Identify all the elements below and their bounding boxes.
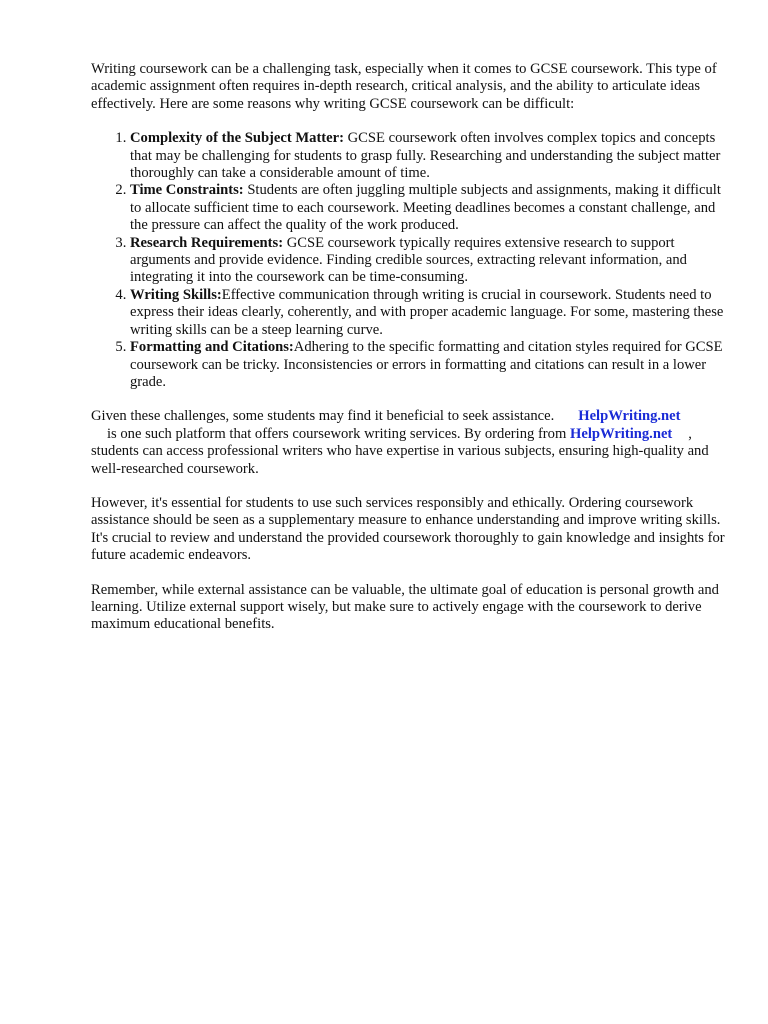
reason-item bbox=[130, 235, 731, 287]
assistance-text-middle: is one such platform that offers coursework writing services. By ordering from bbox=[107, 425, 567, 442]
ethics-paragraph: However, it's essential for students to use such services responsibly and ethically. Ordering coursework assistance should be seen as a supplementary measure to enhance understanding and improve writing skills. It's crucial to review and understand the provided coursework thoroughly to gain knowledge and insights for future academic endeavors. bbox=[91, 494, 725, 564]
reason-text: Students are often juggling multiple subjects and assignments, making it difficult to allocate sufficient time to each coursework. Meeting deadlines becomes a constant challenge, and the pressure can affect the quality of the work produced. bbox=[130, 182, 721, 234]
reason-term: Writing Skills: bbox=[130, 286, 222, 303]
reason-text: Adhering to the specific formatting and citation styles required for GCSE coursework can be tricky. Inconsistencies or errors in formatting and citations can result in a lower grade. bbox=[130, 339, 723, 390]
reasons-list bbox=[91, 130, 731, 391]
intro-paragraph: Writing coursework can be a challenging task, especially when it comes to GCSE coursework. This type of academic assignment often requires in-depth research, critical analysis, and the ability to articulate ideas effectively. Here are some reasons why writing GCSE coursework can be difficult: bbox=[91, 61, 717, 112]
document-body bbox=[91, 61, 731, 651]
reason-text: GCSE coursework often involves complex topics and concepts that may be challenging for students to grasp fully. Researching and understanding the subject matter thoroughly can take a considerable amount of time. bbox=[130, 130, 721, 182]
assistance-text-before: Given these challenges, some students may find it beneficial to seek assistance. bbox=[91, 408, 555, 425]
reason-term: Formatting and Citations: bbox=[130, 339, 294, 356]
reason-item bbox=[130, 339, 731, 391]
closing-paragraph: Remember, while external assistance can be valuable, the ultimate goal of education is personal growth and learning. Utilize external support wisely, but make sure to actively engage with the coursework to derive maximum educational benefits. bbox=[91, 581, 719, 633]
reason-item bbox=[130, 287, 731, 339]
assistance-paragraph bbox=[91, 408, 731, 478]
reason-text: GCSE coursework typically requires extensive research to support arguments and provide evidence. Finding credible sources, extracting relevant information, and integrating it into the coursework can be time-consuming. bbox=[130, 234, 687, 286]
helpwriting-link-1[interactable]: HelpWriting.net bbox=[578, 408, 681, 425]
reason-item bbox=[130, 182, 731, 234]
helpwriting-link-2[interactable]: HelpWriting.net bbox=[569, 425, 673, 442]
reason-term: Complexity of the Subject Matter: bbox=[130, 130, 344, 147]
reason-item bbox=[130, 130, 731, 182]
reason-text: Effective communication through writing is crucial in coursework. Students need to express their ideas clearly, coherently, and with proper academic language. For some, mastering these writing skills can be a steep learning curve. bbox=[130, 286, 724, 338]
reason-term: Research Requirements: bbox=[130, 234, 284, 251]
reason-term: Time Constraints: bbox=[130, 182, 244, 199]
assistance-text-after: , students can access professional writers who have expertise in various subjects, ensuring high-quality and well-researched coursework. bbox=[91, 425, 709, 477]
